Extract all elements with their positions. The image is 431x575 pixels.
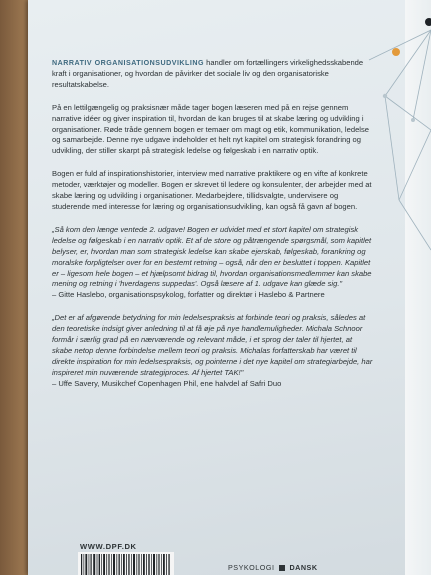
description-paragraph: På en lettilgængelig og praksisnær måde tager bogen læseren med på en rejse gennem narrative idéer og giver inspiration til, hvordan de kan bruges til at skabe læring og udvikling i organisationer. Røde tråde gennem bogen er temaer om magt og etik, kommunikation, ledelse og samarbejde. Denne nye udgave indeholder et helt nyt kapitel om strategisk forandring og udvikling, der stiller skarpt på strategisk ledelse og følgeskab i en narrativ optik.	[52, 102, 370, 156]
audience-paragraph: Bogen er fuld af inspirationshistorier, interview med narrative praktikere og en vifte af konkrete metoder, værktøjer og modeller. Bogen er skrevet til ledere og konsulenter, der arbejder med at skabe læring og udvikling i organisationer. Medarbejdere, tillidsvalgte, undervisere og studerende med interesse for læring og organisationsudvikling, kan også få gavn af bogen.	[52, 169, 372, 211]
intro-lead-title: NARRATIV ORGANISATIONSUDVIKLING	[52, 59, 204, 67]
publisher-name-right: DANSK	[289, 563, 318, 572]
review-quote-2: „Det er af afgørende betydning for min ledelsespraksis at forbinde teori og praksis, således at den teoretiske indsigt giver anledning til at få øje på nye handlemuligheder. Michala Schnoor formår i særlig grad på en nærværende og relevant måde, i et sprog der taler til hjertet, at skabe netop denne forbindelse mellem teori og praksis. Michalas forfatterskab har været til direkte inspiration for min ledelsespraksis, og pointerne i det nye kapitel om strategiarbejde, har inspireret min nuværende strategiproces. Af hjertet TAK!"	[52, 313, 373, 377]
intro-text: handler om fortællingers virkelighedsskabende kraft i organisationer, og hvordan de påvirker det sociale liv og den organisatoriske resultatskabelse.	[52, 58, 364, 89]
publisher-logo-square	[279, 565, 285, 571]
publisher-name-left: PSYKOLOGI	[228, 563, 275, 572]
publisher-logo	[228, 563, 318, 572]
review-attribution-1: – Gitte Haslebo, organisationspsykolog, forfatter og direktør i Haslebo & Partnere	[52, 290, 325, 300]
barcode	[78, 552, 174, 575]
decor-node-light	[383, 94, 387, 98]
publisher-website: WWW.DPF.DK	[80, 542, 137, 551]
back-cover-text	[52, 58, 374, 402]
intro-paragraph	[52, 58, 374, 91]
decor-node-light-2	[411, 118, 415, 122]
decor-node-dark	[425, 18, 431, 26]
review-quote-1: „Så kom den længe ventede 2. udgave! Bogen er udvidet med et stort kapitel om strategisk ledelse og følgeskab i en narrativ optik. Et af de store og påtrængende spørgsmål, som kapitlet belyser, er, hvordan man som strategisk ledelse kan skabe ejerskab, følgeskab, forankring og moralske forpligtelser over for en bestemt retning – også, når den er besluttet i toppen. Kapitlet er – ligesom hele bogen – et hjælpsomt bidrag til, hvordan organisationsmedlemmer kan skabe mening og retning i 'hverdagens suppedas'. Også læsere af 1. udgave kan glæde sig."	[52, 224, 372, 289]
review-attribution-2: – Uffe Savery, Musikchef Copenhagen Phil, ene halvdel af Safri Duo	[52, 378, 282, 388]
decor-node-orange	[392, 48, 400, 56]
